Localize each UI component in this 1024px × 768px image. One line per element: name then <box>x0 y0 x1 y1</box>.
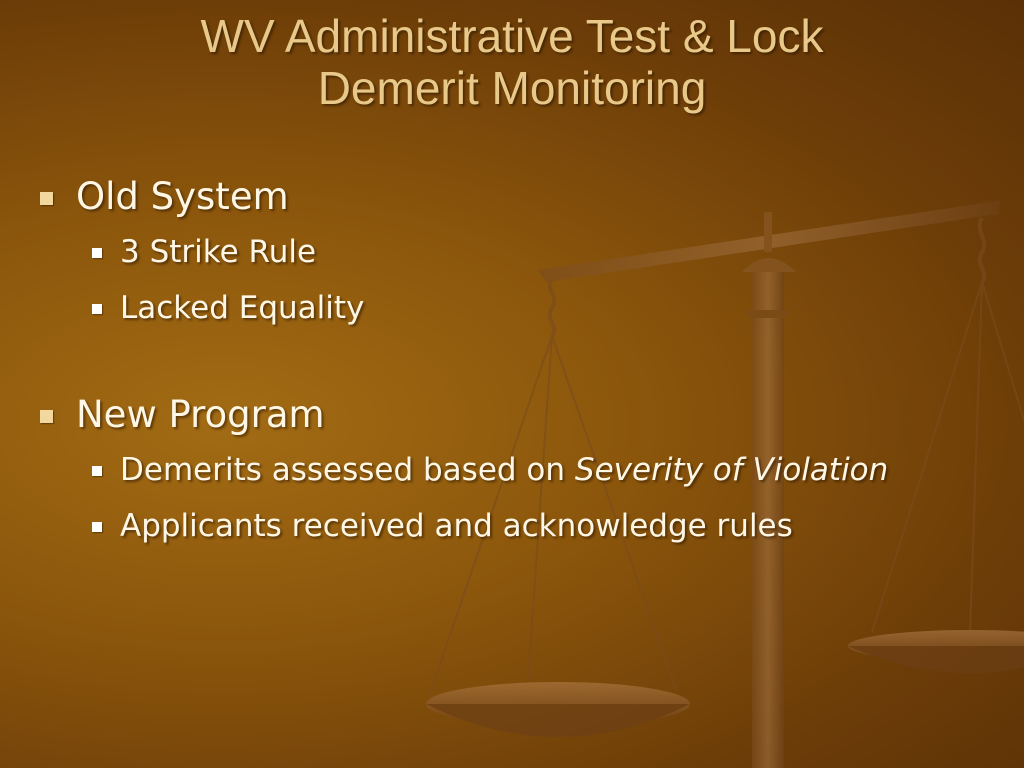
sub-bullet-label: Applicants received and acknowledge rules <box>120 508 793 544</box>
bullet-old-system <box>36 170 1006 224</box>
sub-bullet-demerits-assessed <box>36 442 1006 498</box>
slide-title-line-2: Demerit Monitoring <box>317 62 707 114</box>
slide-title <box>0 10 1024 114</box>
sub-bullet-label: Lacked Equality <box>120 290 365 326</box>
sub-bullet-lacked-equality <box>36 280 1006 336</box>
square-bullet-icon <box>92 466 102 476</box>
square-bullet-icon <box>92 304 102 314</box>
square-bullet-icon <box>40 410 53 423</box>
square-bullet-icon <box>92 248 102 258</box>
sub-bullet-label: 3 Strike Rule <box>120 234 317 270</box>
sub-bullet-3-strike-rule <box>36 224 1006 280</box>
square-bullet-icon <box>40 192 53 205</box>
square-bullet-icon <box>92 522 102 532</box>
sub-bullet-label: Demerits assessed based on <box>120 452 575 488</box>
sub-bullet-applicants-rules <box>36 498 1006 554</box>
bullet-list <box>36 170 1006 554</box>
severity-emphasis: Severity of Violation <box>574 452 889 488</box>
bullet-new-program <box>36 388 1006 442</box>
bullet-new-program-label: New Program <box>76 393 325 436</box>
bullet-old-system-label: Old System <box>76 175 289 218</box>
slide-title-line-1: WV Administrative Test & Lock <box>200 10 824 62</box>
